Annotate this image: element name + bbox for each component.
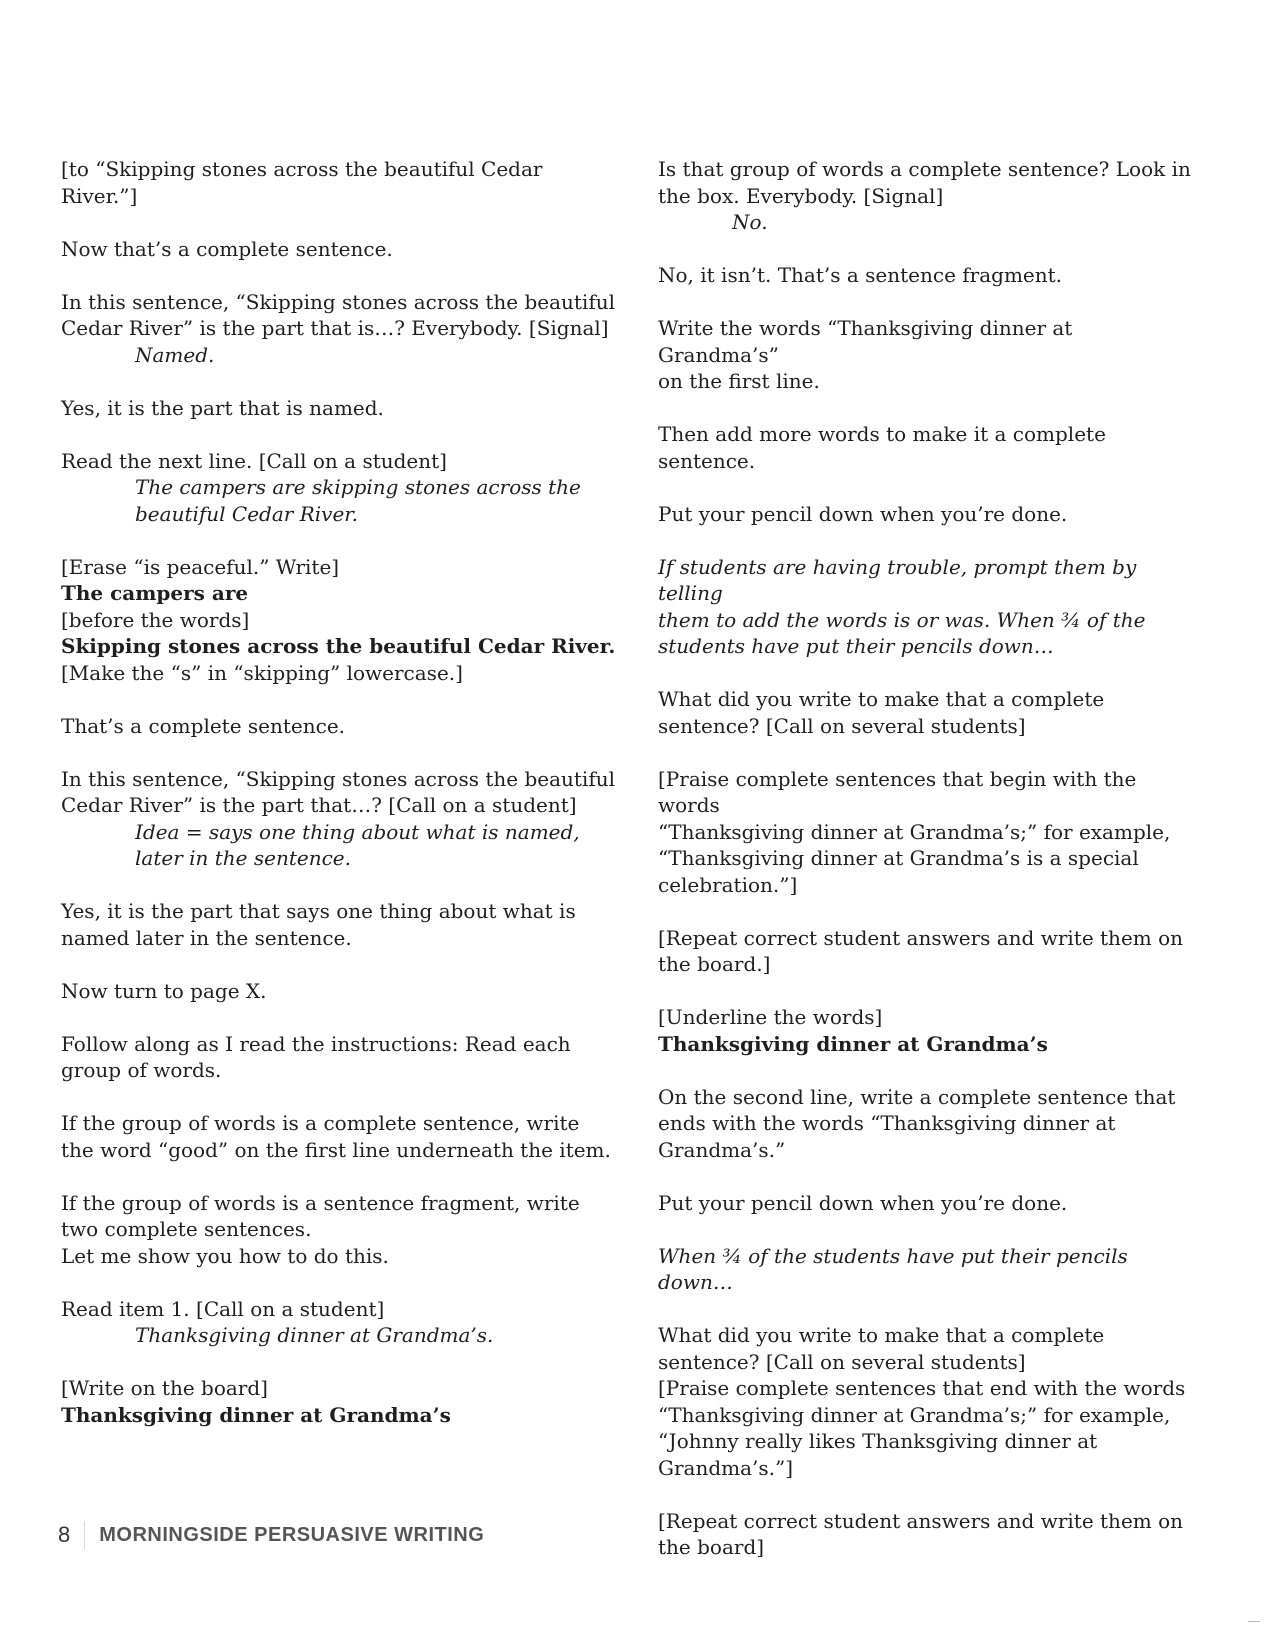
paragraph: That’s a complete sentence. (61, 713, 346, 738)
student-response: Named. (135, 342, 215, 367)
scan-mark (1248, 1621, 1260, 1622)
paragraph: In this sentence, “Skipping stones across the beautiful Cedar River” is the part that…? [Call on a student] Idea = says one thing about what is named, later in the sentence. (61, 766, 621, 872)
paragraph: Read item 1. [Call on a student] Thanksgiving dinner at Grandma’s. (61, 1296, 621, 1349)
paragraph: [Repeat correct student answers and write them on the board] (658, 1508, 1184, 1559)
paragraph: Write the words “Thanksgiving dinner at Grandma’s” on the first line. (658, 316, 1079, 393)
paragraph: On the second line, write a complete sentence that ends with the words “Thanksgiving dinner at Grandma’s.” (658, 1084, 1176, 1162)
paragraph: No, it isn’t. That’s a sentence fragment. (658, 263, 1063, 287)
paragraph: If the group of words is a sentence fragment, write two complete sentences. Let me show you how to do this. (61, 1190, 580, 1268)
paragraph: Yes, it is the part that says one thing about what is named later in the sentence. (61, 899, 576, 950)
student-response: Idea = says one thing about what is named, (135, 819, 580, 844)
footer-title: MORNINGSIDE PERSUASIVE WRITING (99, 1523, 485, 1546)
board-text: Thanksgiving dinner at Grandma’s (61, 1402, 451, 1427)
page-number: 8 (58, 1522, 71, 1547)
paragraph: [Praise complete sentences that begin with the words “Thanksgiving dinner at Grandma’s;” for example, “Thanksgiving dinner at Grandma’s is a special celebration.”] (658, 766, 1171, 897)
paragraph: Follow along as I read the instructions: Read each group of words. (61, 1031, 571, 1082)
student-response: beautiful Cedar River. (135, 501, 359, 526)
student-response: The campers are skipping stones across the (135, 475, 581, 499)
paragraph: What did you write to make that a complete sentence? [Call on several students] [Praise complete sentences that end with the words “Thanksgiving dinner at Grandma’s;” for example, “Johnny really likes Thanksgiving dinner at Grandma’s.”] (658, 1323, 1186, 1480)
paragraph: Now that’s a complete sentence. (61, 236, 393, 261)
paragraph: What did you write to make that a complete sentence? [Call on several students] (658, 687, 1105, 738)
paragraph: Yes, it is the part that is named. (61, 395, 384, 420)
paragraph: Now turn to page X. (61, 978, 267, 1003)
paragraph: [Repeat correct student answers and write them on the board.] (658, 925, 1184, 976)
teacher-note: If students are having trouble, prompt them by telling them to add the words is or was. When ¾ of the students have put their pencils down… (658, 554, 1146, 658)
paragraph: Put your pencil down when you’re done. (658, 501, 1068, 526)
student-response: Thanksgiving dinner at Grandma’s. (135, 1323, 494, 1347)
page-footer (58, 1520, 484, 1550)
student-response: later in the sentence. (135, 846, 351, 870)
paragraph: Read the next line. [Call on a student] The campers are skipping stones across the beautiful Cedar River. (61, 448, 621, 528)
teacher-note: When ¾ of the students have put their pencils down… (658, 1243, 1135, 1294)
board-text: Skipping stones across the beautiful Cedar River. (61, 634, 616, 658)
right-column (658, 156, 1198, 1587)
paragraph: If the group of words is a complete sentence, write the word “good” on the first line underneath the item. (61, 1111, 611, 1162)
left-column (61, 156, 621, 1455)
paragraph: [Erase “is peaceful.” Write] The campers are [before the words] Skipping stones across the beautiful Cedar River. [Make the “s” in “skipping” lowercase.] (61, 554, 621, 687)
student-response: No. (732, 210, 768, 234)
paragraph: [Underline the words] Thanksgiving dinner at Grandma’s (658, 1004, 1198, 1057)
board-text: The campers are (61, 581, 249, 605)
paragraph: In this sentence, “Skipping stones across the beautiful Cedar River” is the part that is…? Everybody. [Signal] Named. (61, 289, 621, 369)
paragraph: [Write on the board] Thanksgiving dinner at Grandma’s (61, 1375, 621, 1428)
paragraph: Put your pencil down when you’re done. (658, 1190, 1068, 1215)
board-text: Thanksgiving dinner at Grandma’s (658, 1031, 1048, 1056)
paragraph: Is that group of words a complete sentence? Look in the box. Everybody. [Signal] No. (658, 156, 1198, 236)
paragraph: [to “Skipping stones across the beautiful Cedar River.”] (61, 157, 543, 208)
footer-divider (84, 1521, 85, 1549)
paragraph: Then add more words to make it a complete sentence. (658, 422, 1106, 473)
